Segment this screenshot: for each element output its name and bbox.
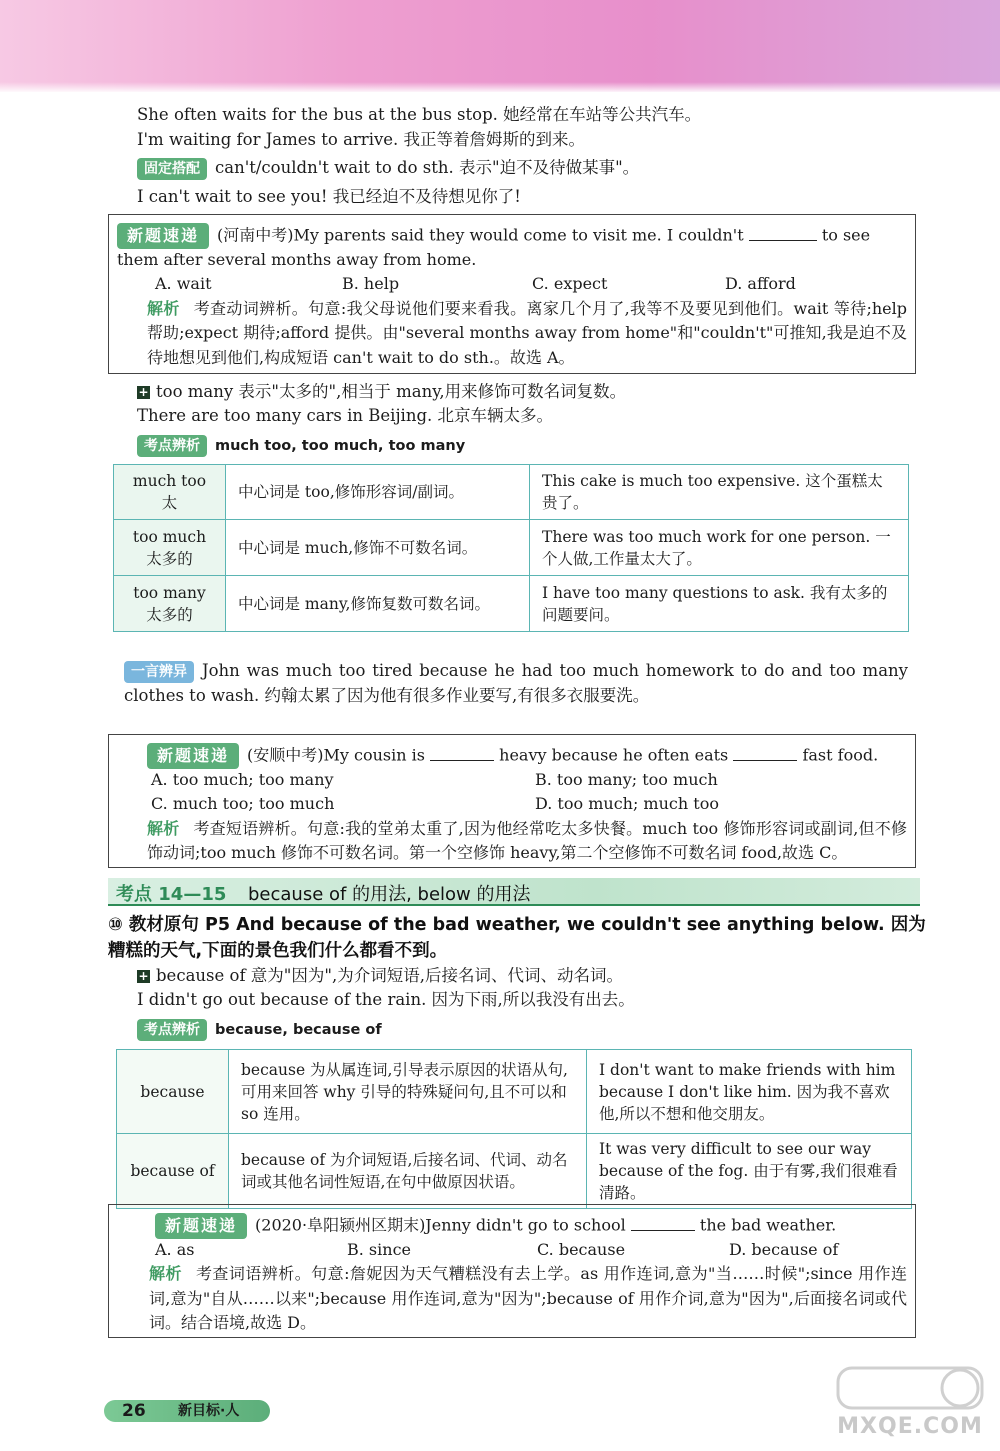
fixed-collocation: [137, 157, 639, 180]
book-name: 新目标·人: [178, 1403, 240, 1419]
plus-icon: +: [138, 969, 149, 983]
note-line: + too many 表示"太多的",相当于 many,用来修饰可数名词复数。: [138, 382, 627, 401]
table-usage-cell: because of 为介词短语,后接名词、代词、动名词或其他名词性短语,在句中做原因状语。: [229, 1134, 587, 1209]
comparison-heading: 考点辨析 because, because of: [137, 1018, 382, 1041]
table-row: [117, 1134, 912, 1209]
table-example-cell: There was too much work for one person. 一个人做,工作量太大了。: [530, 520, 909, 576]
option-d: D. too much; much too: [535, 794, 719, 813]
table-example-cell: This cake is much too expensive. 这个蛋糕太贵了。: [530, 465, 909, 520]
option-a: A. too much; too many: [151, 769, 334, 789]
table-example-cell: I don't want to make friends with him because I don't like him. 因为我不喜欢他,所以不想和他交朋友。: [587, 1050, 912, 1134]
table-usage-cell: 中心词是 many,修饰复数可数名词。: [226, 576, 530, 632]
analysis-label: 解析: [147, 298, 180, 318]
fixed-collocation-text: can't/couldn't wait to do sth. 表示"迫不及待做某事"。: [215, 158, 640, 177]
exercise-box-1: [108, 214, 916, 374]
question-stem: 新题速递 (安顺中考)My cousin is heavy because he often eats fast food.: [117, 743, 907, 768]
options-row: [117, 272, 907, 297]
example-sentence: I'm waiting for James to arrive. 我正等着詹姆斯的到来。: [137, 130, 586, 149]
example-sentence: There are too many cars in Beijing. 北京车辆太多。: [137, 406, 554, 425]
comparison-heading: 考点辨析 much too, too much, too many: [137, 434, 465, 457]
example-sentence: I can't wait to see you! 我已经迫不及待想见你了!: [137, 187, 521, 206]
section-number: 考点 14—15: [116, 884, 227, 905]
analysis-text: 考查词语辨析。句意:詹妮因为天气糟糕没有去上学。as 用作连词,意为"当……时候";since 用作连词,意为"自从……以来";because 用作连词,意为"因为";because of 用作介词,意为"因为",后面接名词或代词。结合语境,故选 D。: [149, 1264, 907, 1332]
fixed-collocation-tag: 固定搭配: [137, 158, 207, 180]
option-c: C. expect: [532, 274, 608, 293]
table-example-cell: I have too many questions to ask. 我有太多的问题要问。: [530, 576, 909, 632]
example-sentence: I didn't go out because of the rain. 因为下雨,所以我没有出去。: [137, 990, 635, 1009]
options-row: [117, 1238, 907, 1263]
answer-blank: [733, 745, 797, 761]
question-stem: 新题速递 (2020·阜阳颍州区期末)Jenny didn't go to school the bad weather.: [117, 1213, 907, 1238]
analysis-text: 考查短语辨析。句意:我的堂弟太重了,因为他经常吃太多快餐。much too 修饰形容词或副词,但不修饰动词;too much 修饰不可数名词。第一个空修饰 heavy,第二个空修饰不可数名词 food,故选 C。: [147, 818, 907, 862]
options-row: [117, 768, 907, 793]
table-example-cell: It was very difficult to see our way because of the fog. 由于有雾,我们很难看清路。: [587, 1134, 912, 1209]
option-c: C. because: [537, 1239, 626, 1259]
one-line-distinction: [124, 658, 908, 708]
analysis-text: 考查动词辨析。句意:我父母说他们要来看我。离家几个月了,我等不及要见到他们。wait 等待;help 帮助;expect 期待;afford 提供。由"several months away from home"和"couldn't"可推知,我是迫不及待地想见到他们,构成短语 can't wait to do sth.。故选 A。: [147, 298, 907, 367]
option-a: A. as: [155, 1239, 195, 1259]
watermark-logo: [830, 1362, 990, 1446]
option-b: B. too many; too much: [535, 769, 718, 789]
one-line-text: John was much too tired because he had too much homework to do and too many clothes to wash. 约翰太累了因为他有很多作业要写,有很多衣服要洗。: [124, 661, 908, 705]
section-header: [108, 878, 920, 906]
analysis-label: 解析: [149, 1264, 182, 1283]
top-banner: [0, 0, 1000, 92]
answer-blank: [749, 225, 817, 241]
page-footer: [104, 1400, 270, 1422]
page-number: 26: [122, 1401, 146, 1421]
example-sentence: She often waits for the bus at the bus stop. 她经常在车站等公共汽车。: [137, 105, 702, 124]
table-row: [114, 576, 909, 632]
analysis: [117, 1262, 907, 1336]
analysis: [117, 817, 907, 866]
table-row: [114, 520, 909, 576]
comparison-table-1: [113, 464, 909, 632]
table-term-cell: too much 太多的: [114, 520, 226, 576]
watermark-icon: [830, 1362, 990, 1414]
table-usage-cell: 中心词是 too,修饰形容词/副词。: [226, 465, 530, 520]
table-term-cell: much too 太: [114, 465, 226, 520]
one-line-tag: 一言辨异: [124, 661, 194, 683]
exercise-box-2: [108, 734, 916, 868]
option-b: B. since: [347, 1239, 411, 1259]
table-usage-cell: because 为从属连词,引导表示原因的状语从句,可用来回答 why 引导的特殊疑问句,且不可以和 so 连用。: [229, 1050, 587, 1134]
option-b: B. help: [342, 274, 400, 293]
textbook-original-sentence: ⑩ 教材原句 P5 And because of the bad weather, we couldn't see anything below. 因为糟糕的天气,下面的景色我们什么都看不到。: [108, 915, 926, 961]
analysis: [117, 297, 907, 371]
option-a: A. wait: [155, 274, 212, 293]
table-term-cell: because of: [117, 1134, 229, 1209]
note-line: + because of 意为"因为",为介词短语,后接名词、代词、动名词。: [138, 966, 623, 985]
analysis-label: 解析: [147, 818, 180, 838]
question-stem-cont: them after several months away from home.: [117, 249, 477, 269]
new-question-tag: 新题速递: [147, 743, 239, 769]
question-stem: 新题速递 (河南中考)My parents said they would come to visit me. I couldn't to see: [117, 223, 907, 248]
section-title: because of 的用法, below 的用法: [248, 884, 531, 905]
option-d: D. because of: [729, 1239, 839, 1259]
table-term-cell: because: [117, 1050, 229, 1134]
exercise-box-3: [108, 1204, 916, 1338]
plus-icon: +: [138, 385, 149, 399]
table-row: [114, 465, 909, 520]
table-term-cell: too many 太多的: [114, 576, 226, 632]
table-row: [117, 1050, 912, 1134]
comparison-tag: 考点辨析: [137, 1019, 207, 1041]
watermark-text: MXQE.COM: [837, 1414, 983, 1439]
option-c: C. much too; too much: [151, 794, 335, 813]
new-question-tag: 新题速递: [117, 223, 209, 249]
comparison-table-2: [116, 1049, 912, 1209]
comparison-tag: 考点辨析: [137, 435, 207, 457]
table-usage-cell: 中心词是 much,修饰不可数名词。: [226, 520, 530, 576]
new-question-tag: 新题速递: [155, 1213, 247, 1239]
options-row: [117, 792, 907, 817]
answer-blank: [430, 745, 494, 761]
option-d: D. afford: [725, 274, 796, 293]
answer-blank: [631, 1215, 695, 1231]
